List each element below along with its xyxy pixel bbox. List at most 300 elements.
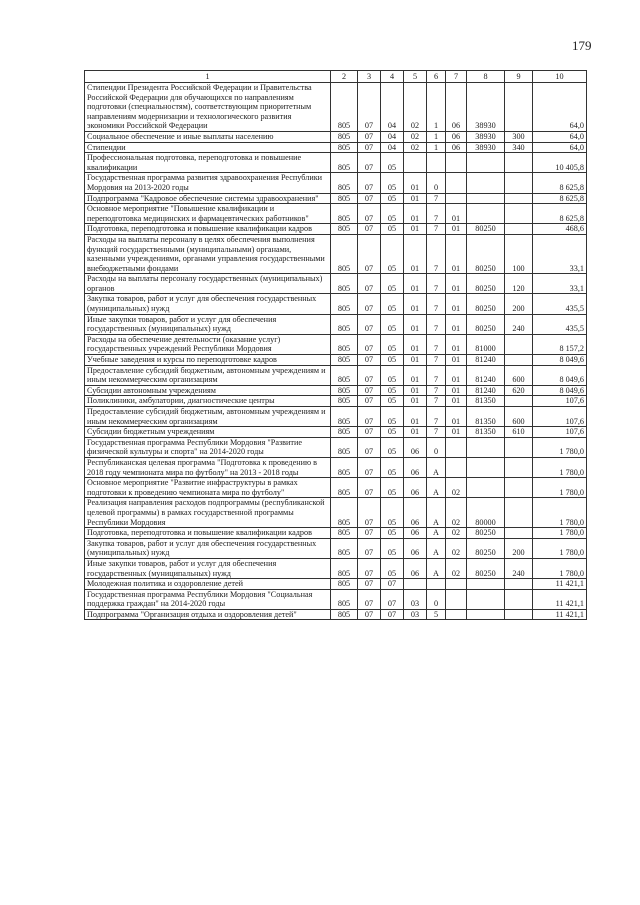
amount: 64,0: [533, 83, 587, 132]
amount: 1 780,0: [533, 478, 587, 498]
code-subsection: 05: [381, 407, 404, 427]
code-subsection: 05: [381, 234, 404, 273]
code-subsection: 05: [381, 396, 404, 407]
amount: 8 049,6: [533, 355, 587, 366]
item-name: Предоставление субсидий бюджетным, автономным учреждениям и иным некоммерческим организациям: [85, 407, 331, 427]
code-subsection: 05: [381, 314, 404, 334]
item-name: Закупка товаров, работ и услуг для обеспечения государственных (муниципальных) нужд: [85, 538, 331, 558]
code-expense-type: [505, 334, 533, 354]
code-section: 07: [358, 579, 381, 590]
code-subprogram: [427, 579, 446, 590]
item-name: Стипендии Президента Российской Федерации и Правительства Российской Федерации для обучающихся по направлениям подготовки (специальностям), соответствующим приоритетным направлениям модернизации и технологического развития экономики Российской Федерации: [85, 83, 331, 132]
code-expense-type: 600: [505, 407, 533, 427]
code-subsection: 05: [381, 294, 404, 314]
code-expense-type: 340: [505, 142, 533, 153]
code-program: 01: [404, 173, 427, 193]
code-expense-type: 100: [505, 234, 533, 273]
code-program: 01: [404, 234, 427, 273]
code-expense-type: [505, 204, 533, 224]
amount: 107,6: [533, 427, 587, 438]
code-program: 03: [404, 609, 427, 620]
code-measure: 02: [446, 538, 467, 558]
code-program: 01: [404, 193, 427, 204]
item-name: Реализация направления расходов подпрограммы (республиканской целевой программы) в рамках государственной программы Республики Мордовия: [85, 498, 331, 528]
code-section: 07: [358, 407, 381, 427]
code-ministry: 805: [331, 528, 358, 539]
column-header: 10: [533, 71, 587, 83]
code-program: 01: [404, 407, 427, 427]
amount: 11 421,1: [533, 579, 587, 590]
code-measure: [446, 437, 467, 457]
code-ministry: 805: [331, 579, 358, 590]
code-ministry: 805: [331, 589, 358, 609]
item-name: Профессиональная подготовка, переподготовка и повышение квалификации: [85, 153, 331, 173]
code-expense-type: [505, 609, 533, 620]
code-measure: 01: [446, 396, 467, 407]
code-subprogram: 0: [427, 173, 446, 193]
code-program: 06: [404, 478, 427, 498]
item-name: Стипендии: [85, 142, 331, 153]
code-subsection: 05: [381, 193, 404, 204]
code-subprogram: 7: [427, 234, 446, 273]
code-subsection: 05: [381, 385, 404, 396]
code-ministry: 805: [331, 173, 358, 193]
code-measure: 01: [446, 365, 467, 385]
code-subsection: 05: [381, 173, 404, 193]
code-ministry: 805: [331, 437, 358, 457]
code-expense-type: 610: [505, 427, 533, 438]
code-section: 07: [358, 589, 381, 609]
code-ministry: 805: [331, 193, 358, 204]
item-name: Учебные заведения и курсы по переподготовке кадров: [85, 355, 331, 366]
code-direction: 81240: [467, 385, 505, 396]
table-row: [85, 193, 587, 204]
column-header: 8: [467, 71, 505, 83]
column-header: 7: [446, 71, 467, 83]
code-subprogram: 1: [427, 131, 446, 142]
table-row: [85, 234, 587, 273]
amount: 8 157,2: [533, 334, 587, 354]
item-name: Основное мероприятие "Развитие инфраструктуры в рамках подготовки к проведению чемпионата мира по футболу": [85, 478, 331, 498]
code-direction: 80250: [467, 314, 505, 334]
code-subprogram: 7: [427, 396, 446, 407]
code-program: 01: [404, 385, 427, 396]
code-section: 07: [358, 173, 381, 193]
code-section: 07: [358, 153, 381, 173]
code-section: 07: [358, 314, 381, 334]
table-row: [85, 609, 587, 620]
code-subprogram: 7: [427, 294, 446, 314]
code-measure: 06: [446, 142, 467, 153]
code-subsection: 07: [381, 589, 404, 609]
table-row: [85, 407, 587, 427]
item-name: Подпрограмма "Кадровое обеспечение системы здравоохранения": [85, 193, 331, 204]
amount: 11 421,1: [533, 589, 587, 609]
code-subsection: 05: [381, 558, 404, 578]
code-section: 07: [358, 457, 381, 477]
code-subsection: 05: [381, 153, 404, 173]
code-direction: 81350: [467, 407, 505, 427]
code-measure: 02: [446, 558, 467, 578]
code-direction: 80250: [467, 528, 505, 539]
code-ministry: 805: [331, 234, 358, 273]
table-row: [85, 498, 587, 528]
code-program: 01: [404, 396, 427, 407]
code-program: 01: [404, 334, 427, 354]
code-program: 02: [404, 83, 427, 132]
code-program: 01: [404, 427, 427, 438]
code-subprogram: А: [427, 538, 446, 558]
code-ministry: 805: [331, 355, 358, 366]
code-direction: 81240: [467, 355, 505, 366]
table-row: [85, 538, 587, 558]
code-direction: 80000: [467, 498, 505, 528]
table-row: [85, 396, 587, 407]
table-row: [85, 334, 587, 354]
code-ministry: 805: [331, 498, 358, 528]
code-subprogram: 1: [427, 142, 446, 153]
code-subprogram: 1: [427, 83, 446, 132]
code-ministry: 805: [331, 131, 358, 142]
code-direction: [467, 153, 505, 173]
code-measure: 02: [446, 498, 467, 528]
code-subprogram: 7: [427, 407, 446, 427]
code-subprogram: 5: [427, 609, 446, 620]
code-expense-type: [505, 193, 533, 204]
code-program: 06: [404, 498, 427, 528]
code-direction: [467, 173, 505, 193]
code-subsection: 05: [381, 334, 404, 354]
code-section: 07: [358, 558, 381, 578]
code-expense-type: 300: [505, 131, 533, 142]
code-expense-type: [505, 579, 533, 590]
code-program: 03: [404, 589, 427, 609]
code-measure: 01: [446, 427, 467, 438]
table-row: [85, 274, 587, 294]
code-section: 07: [358, 609, 381, 620]
table-row: [85, 142, 587, 153]
item-name: Субсидии автономным учреждениям: [85, 385, 331, 396]
table-row: [85, 478, 587, 498]
amount: 10 405,8: [533, 153, 587, 173]
code-subsection: 04: [381, 142, 404, 153]
code-section: 07: [358, 193, 381, 204]
code-program: 01: [404, 274, 427, 294]
code-ministry: 805: [331, 427, 358, 438]
code-subsection: 04: [381, 83, 404, 132]
code-expense-type: [505, 478, 533, 498]
code-ministry: 805: [331, 558, 358, 578]
code-expense-type: [505, 498, 533, 528]
table-row: [85, 173, 587, 193]
amount: 468,6: [533, 224, 587, 235]
code-measure: 01: [446, 294, 467, 314]
code-direction: 80250: [467, 224, 505, 235]
code-measure: 02: [446, 478, 467, 498]
amount: 8 049,6: [533, 365, 587, 385]
amount: 8 625,8: [533, 173, 587, 193]
code-program: [404, 153, 427, 173]
code-subprogram: 7: [427, 365, 446, 385]
code-expense-type: [505, 153, 533, 173]
code-direction: 81350: [467, 396, 505, 407]
table-row: [85, 83, 587, 132]
code-section: 07: [358, 131, 381, 142]
code-subprogram: 7: [427, 427, 446, 438]
code-subprogram: [427, 153, 446, 173]
code-subprogram: А: [427, 498, 446, 528]
code-ministry: 805: [331, 457, 358, 477]
item-name: Расходы на выплаты персоналу в целях обеспечения выполнения функций государственными (муниципальными) органами, казенными учреждениями, органами управления государственными внебюджетными фондами: [85, 234, 331, 273]
code-direction: [467, 478, 505, 498]
column-header: 9: [505, 71, 533, 83]
amount: 1 780,0: [533, 528, 587, 539]
code-direction: 80250: [467, 558, 505, 578]
code-subsection: 05: [381, 355, 404, 366]
amount: 64,0: [533, 131, 587, 142]
code-program: 01: [404, 294, 427, 314]
code-expense-type: 200: [505, 294, 533, 314]
code-expense-type: 120: [505, 274, 533, 294]
code-subsection: 05: [381, 538, 404, 558]
code-section: 07: [358, 385, 381, 396]
item-name: Подпрограмма "Организация отдыха и оздоровления детей": [85, 609, 331, 620]
code-program: 01: [404, 365, 427, 385]
amount: 1 780,0: [533, 457, 587, 477]
code-subsection: 04: [381, 131, 404, 142]
amount: 8 625,8: [533, 193, 587, 204]
code-ministry: 805: [331, 385, 358, 396]
code-section: 07: [358, 427, 381, 438]
amount: 1 780,0: [533, 437, 587, 457]
code-expense-type: 620: [505, 385, 533, 396]
amount: 33,1: [533, 274, 587, 294]
item-name: Иные закупки товаров, работ и услуг для обеспечения государственных (муниципальных) нужд: [85, 558, 331, 578]
code-section: 07: [358, 334, 381, 354]
table-row: [85, 131, 587, 142]
code-subsection: 05: [381, 478, 404, 498]
code-measure: 01: [446, 204, 467, 224]
code-direction: 38930: [467, 131, 505, 142]
code-expense-type: [505, 355, 533, 366]
code-subsection: 05: [381, 457, 404, 477]
code-subprogram: 0: [427, 437, 446, 457]
code-subsection: 05: [381, 274, 404, 294]
code-direction: [467, 457, 505, 477]
code-program: 06: [404, 558, 427, 578]
amount: 1 780,0: [533, 558, 587, 578]
table-row: [85, 204, 587, 224]
code-measure: [446, 457, 467, 477]
code-subsection: 05: [381, 224, 404, 235]
code-section: 07: [358, 355, 381, 366]
code-ministry: 805: [331, 314, 358, 334]
item-name: Расходы на выплаты персоналу государственных (муниципальных) органов: [85, 274, 331, 294]
code-ministry: 805: [331, 538, 358, 558]
code-direction: [467, 204, 505, 224]
item-name: Государственная программа Республики Мордовия "Развитие физической культуры и спорта" на 2014-2020 годы: [85, 437, 331, 457]
code-section: 07: [358, 274, 381, 294]
item-name: Государственная программа Республики Мордовия "Социальная поддержка граждан" на 2014-2020 годы: [85, 589, 331, 609]
code-section: 07: [358, 478, 381, 498]
table-row: [85, 224, 587, 235]
item-name: Подготовка, переподготовка и повышение квалификации кадров: [85, 224, 331, 235]
code-measure: [446, 609, 467, 620]
code-program: [404, 579, 427, 590]
column-header: 3: [358, 71, 381, 83]
item-name: Молодежная политика и оздоровление детей: [85, 579, 331, 590]
page-number: 179: [572, 38, 592, 53]
code-measure: 01: [446, 407, 467, 427]
code-section: 07: [358, 528, 381, 539]
code-section: 07: [358, 498, 381, 528]
code-program: 02: [404, 142, 427, 153]
code-subsection: 05: [381, 204, 404, 224]
code-section: 07: [358, 83, 381, 132]
code-direction: 38930: [467, 83, 505, 132]
code-subprogram: 7: [427, 355, 446, 366]
column-header: 1: [85, 71, 331, 83]
code-direction: [467, 609, 505, 620]
item-name: Поликлиники, амбулатории, диагностические центры: [85, 396, 331, 407]
code-program: 06: [404, 437, 427, 457]
code-ministry: 805: [331, 396, 358, 407]
code-expense-type: 600: [505, 365, 533, 385]
code-measure: [446, 579, 467, 590]
code-subprogram: 7: [427, 224, 446, 235]
code-ministry: 805: [331, 83, 358, 132]
code-expense-type: [505, 396, 533, 407]
code-subprogram: 7: [427, 204, 446, 224]
code-subprogram: 0: [427, 589, 446, 609]
column-header: 2: [331, 71, 358, 83]
table-row: [85, 153, 587, 173]
item-name: Субсидии бюджетным учреждениям: [85, 427, 331, 438]
code-subprogram: А: [427, 528, 446, 539]
code-measure: [446, 589, 467, 609]
code-section: 07: [358, 234, 381, 273]
code-measure: 01: [446, 385, 467, 396]
column-header: 4: [381, 71, 404, 83]
amount: 435,5: [533, 314, 587, 334]
code-section: 07: [358, 437, 381, 457]
code-section: 07: [358, 538, 381, 558]
table-row: [85, 294, 587, 314]
code-section: 07: [358, 224, 381, 235]
amount: 8 625,8: [533, 204, 587, 224]
code-direction: [467, 193, 505, 204]
code-expense-type: 240: [505, 558, 533, 578]
column-header: 5: [404, 71, 427, 83]
code-subprogram: 7: [427, 314, 446, 334]
amount: 435,5: [533, 294, 587, 314]
code-ministry: 805: [331, 478, 358, 498]
amount: 1 780,0: [533, 538, 587, 558]
item-name: Иные закупки товаров, работ и услуг для обеспечения государственных (муниципальных) нужд: [85, 314, 331, 334]
code-ministry: 805: [331, 274, 358, 294]
code-subsection: 05: [381, 528, 404, 539]
code-direction: 38930: [467, 142, 505, 153]
code-direction: 80250: [467, 294, 505, 314]
table-body: [85, 83, 587, 620]
code-ministry: 805: [331, 153, 358, 173]
code-direction: 80250: [467, 538, 505, 558]
code-subprogram: 7: [427, 385, 446, 396]
code-measure: 01: [446, 224, 467, 235]
code-program: 01: [404, 355, 427, 366]
code-subprogram: А: [427, 478, 446, 498]
item-name: Подготовка, переподготовка и повышение квалификации кадров: [85, 528, 331, 539]
code-expense-type: 240: [505, 314, 533, 334]
table-row: [85, 355, 587, 366]
code-subsection: 05: [381, 498, 404, 528]
amount: 11 421,1: [533, 609, 587, 620]
code-measure: 06: [446, 83, 467, 132]
code-section: 07: [358, 294, 381, 314]
code-program: 01: [404, 204, 427, 224]
code-subsection: 05: [381, 427, 404, 438]
code-program: 01: [404, 224, 427, 235]
code-direction: [467, 589, 505, 609]
code-direction: 81240: [467, 365, 505, 385]
item-name: Государственная программа развития здравоохранения Республики Мордовия на 2013-2020 годы: [85, 173, 331, 193]
code-ministry: 805: [331, 204, 358, 224]
table-row: [85, 427, 587, 438]
code-measure: 01: [446, 355, 467, 366]
code-measure: 01: [446, 334, 467, 354]
code-direction: [467, 437, 505, 457]
column-header: 6: [427, 71, 446, 83]
code-expense-type: [505, 589, 533, 609]
code-measure: 02: [446, 528, 467, 539]
code-direction: 80250: [467, 234, 505, 273]
code-expense-type: [505, 173, 533, 193]
code-expense-type: [505, 83, 533, 132]
code-expense-type: [505, 224, 533, 235]
code-measure: [446, 173, 467, 193]
code-measure: 01: [446, 234, 467, 273]
code-subsection: 07: [381, 609, 404, 620]
amount: 107,6: [533, 407, 587, 427]
item-name: Расходы на обеспечение деятельности (оказание услуг) государственных учреждений Республики Мордовия: [85, 334, 331, 354]
code-direction: 81350: [467, 427, 505, 438]
table-row: [85, 528, 587, 539]
code-ministry: 805: [331, 334, 358, 354]
item-name: Республиканская целевая программа "Подготовка к проведению в 2018 году чемпионата мира по футболу" на 2013 - 2018 годы: [85, 457, 331, 477]
code-program: 06: [404, 457, 427, 477]
table-row: [85, 589, 587, 609]
code-ministry: 805: [331, 609, 358, 620]
code-ministry: 805: [331, 294, 358, 314]
table-row: [85, 457, 587, 477]
table-row: [85, 365, 587, 385]
item-name: Социальное обеспечение и иные выплаты населению: [85, 131, 331, 142]
code-ministry: 805: [331, 407, 358, 427]
code-subprogram: А: [427, 558, 446, 578]
code-section: 07: [358, 365, 381, 385]
code-program: 02: [404, 131, 427, 142]
code-direction: 80250: [467, 274, 505, 294]
amount: 107,6: [533, 396, 587, 407]
amount: 1 780,0: [533, 498, 587, 528]
code-section: 07: [358, 396, 381, 407]
code-section: 07: [358, 204, 381, 224]
header-row: [85, 71, 587, 83]
code-measure: 06: [446, 131, 467, 142]
code-measure: 01: [446, 314, 467, 334]
code-section: 07: [358, 142, 381, 153]
code-subsection: 07: [381, 579, 404, 590]
